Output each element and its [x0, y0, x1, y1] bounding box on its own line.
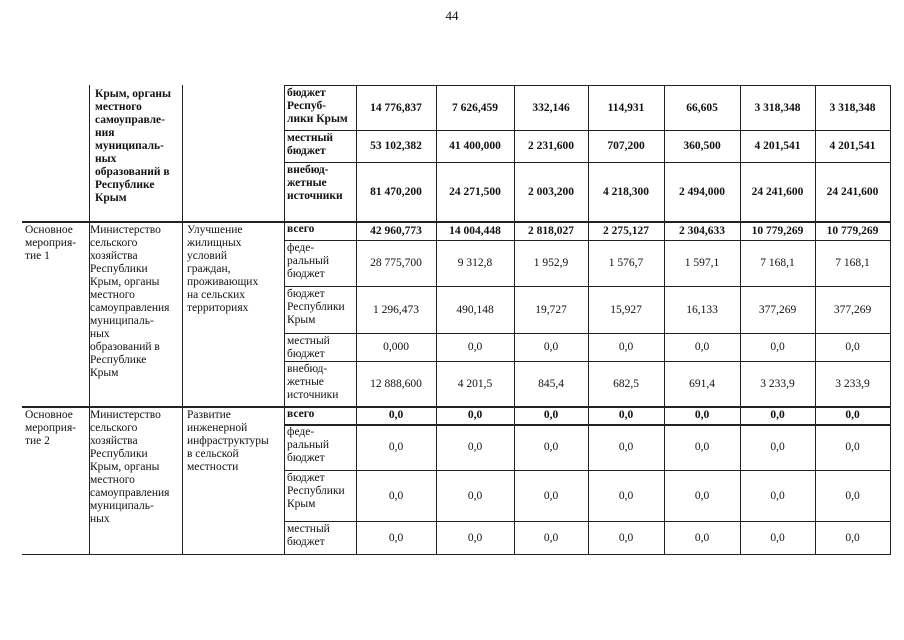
amount-cell: 0,0: [770, 532, 785, 544]
amount-cell: 0,0: [694, 341, 710, 353]
amount-cell: 0,0: [388, 490, 404, 502]
amount-cell: 490,148: [456, 304, 494, 316]
amount-cell: 3 233,9: [835, 378, 870, 390]
funding-source: всего: [287, 223, 315, 235]
amount-cell: 0,0: [543, 341, 559, 353]
grid-line: [815, 85, 816, 555]
amount-cell: 0,0: [618, 532, 634, 544]
grid-line: [284, 85, 285, 555]
amount-cell: 0,0: [618, 490, 634, 502]
amount-cell: 2 494,000: [679, 186, 725, 198]
amount-cell: 24 241,600: [751, 186, 804, 198]
funding-source: местный бюджет: [287, 132, 334, 157]
amount-cell: 2 304,633: [679, 225, 725, 237]
amount-cell: 7 168,1: [760, 257, 795, 269]
measure-name: Основное мероприя- тие 1: [25, 224, 77, 262]
funding-source: бюджет Республики Крым: [287, 472, 345, 510]
funding-source: местный бюджет: [287, 335, 330, 360]
amount-cell: 0,0: [467, 409, 483, 421]
amount-cell: 682,5: [613, 378, 639, 390]
executor-cell: Министерство сельского хозяйства Республики Крым, органы местного самоуправления муниципаль- ных: [90, 409, 170, 525]
amount-cell: 0,0: [845, 532, 860, 544]
amount-cell: 1 597,1: [684, 257, 720, 269]
amount-cell: 3 233,9: [760, 378, 795, 390]
amount-cell: 0,0: [770, 341, 785, 353]
amount-cell: 691,4: [689, 378, 715, 390]
amount-cell: 1 952,9: [533, 257, 569, 269]
amount-cell: 1 576,7: [608, 257, 644, 269]
grid-line: [664, 85, 665, 555]
funding-source: внебюд- жетные источники: [287, 164, 343, 202]
funding-source: всего: [287, 408, 315, 420]
amount-cell: 2 275,127: [603, 225, 649, 237]
grid-line: [22, 554, 890, 555]
amount-cell: 0,0: [845, 409, 860, 421]
funding-source: феде- ральный бюджет: [287, 426, 329, 464]
amount-cell: 0,0: [694, 441, 710, 453]
amount-cell: 707,200: [607, 140, 645, 152]
grid-line: [284, 424, 890, 426]
amount-cell: 42 960,773: [370, 225, 422, 237]
goal-cell: Развитие инженерной инфраструктуры в сельской местности: [187, 409, 269, 473]
amount-cell: 41 400,000: [449, 140, 501, 152]
amount-cell: 0,0: [845, 490, 860, 502]
executor-cell: Министерство сельского хозяйства Республики Крым, органы местного самоуправления муниципаль- ных образований в Республике Крым: [90, 224, 170, 379]
grid-line: [514, 85, 515, 555]
funding-source: феде- ральный бюджет: [287, 242, 329, 280]
amount-cell: 0,0: [543, 532, 559, 544]
amount-cell: 0,0: [845, 441, 860, 453]
amount-cell: 0,0: [618, 341, 634, 353]
grid-line: [740, 85, 741, 555]
amount-cell: 2 818,027: [528, 225, 574, 237]
amount-cell: 16,133: [686, 304, 718, 316]
amount-cell: 14 776,837: [370, 102, 422, 114]
amount-cell: 845,4: [538, 378, 564, 390]
amount-cell: 0,0: [694, 409, 710, 421]
grid-line: [284, 85, 890, 86]
amount-cell: 377,269: [758, 304, 797, 316]
amount-cell: 0,0: [543, 441, 559, 453]
amount-cell: 0,0: [467, 532, 483, 544]
amount-cell: 0,0: [467, 341, 483, 353]
amount-cell: 24 241,600: [826, 186, 879, 198]
amount-cell: 7 168,1: [835, 257, 870, 269]
amount-cell: 0,0: [845, 341, 860, 353]
funding-source: бюджет Респуб- лики Крым: [287, 87, 348, 125]
grid-line: [284, 470, 890, 471]
funding-source: внебюд- жетные источники: [287, 363, 339, 401]
grid-line: [284, 361, 890, 362]
amount-cell: 0,0: [388, 409, 404, 421]
grid-line: [284, 286, 890, 287]
grid-line: [22, 406, 890, 408]
amount-cell: 377,269: [833, 304, 872, 316]
amount-cell: 0,0: [694, 490, 710, 502]
amount-cell: 0,000: [383, 341, 409, 353]
amount-cell: 0,0: [618, 409, 634, 421]
amount-cell: 81 470,200: [370, 186, 422, 198]
amount-cell: 10 779,269: [751, 225, 804, 237]
amount-cell: 0,0: [388, 441, 404, 453]
amount-cell: 0,0: [543, 409, 559, 421]
grid-line: [436, 85, 437, 555]
amount-cell: 66,605: [686, 102, 718, 114]
executor-cell: Крым, органы местного самоуправле- ния муниципаль- ных образований в Республике Крым: [95, 88, 172, 204]
amount-cell: 53 102,382: [370, 140, 422, 152]
amount-cell: 0,0: [467, 441, 483, 453]
amount-cell: 0,0: [770, 490, 785, 502]
amount-cell: 7 626,459: [452, 102, 498, 114]
amount-cell: 0,0: [467, 490, 483, 502]
amount-cell: 0,0: [543, 490, 559, 502]
amount-cell: 28 775,700: [370, 257, 422, 269]
amount-cell: 1 296,473: [373, 304, 419, 316]
amount-cell: 0,0: [618, 441, 634, 453]
amount-cell: 19,727: [535, 304, 567, 316]
amount-cell: 114,931: [607, 102, 645, 114]
amount-cell: 3 318,348: [829, 102, 876, 114]
amount-cell: 15,927: [610, 304, 642, 316]
amount-cell: 0,0: [694, 532, 710, 544]
grid-line: [284, 521, 890, 522]
amount-cell: 0,0: [388, 532, 404, 544]
amount-cell: 0,0: [770, 409, 785, 421]
goal-cell: Улучшение жилищных условий граждан, проживающих на сельских территориях: [187, 224, 259, 314]
measure-name: Основное мероприя- тие 2: [25, 409, 77, 447]
page-number: 44: [445, 8, 459, 23]
amount-cell: 4 201,541: [829, 140, 876, 152]
funding-source: бюджет Республики Крым: [287, 288, 345, 326]
grid-line: [284, 240, 890, 241]
funding-source: местный бюджет: [287, 523, 330, 548]
grid-line: [890, 85, 891, 555]
amount-cell: 2 003,200: [528, 186, 574, 198]
grid-line: [588, 85, 589, 555]
grid-line: [284, 333, 890, 334]
amount-cell: 332,146: [532, 102, 570, 114]
amount-cell: 12 888,600: [370, 378, 422, 390]
amount-cell: 4 201,5: [457, 378, 493, 390]
amount-cell: 10 779,269: [826, 225, 879, 237]
grid-line: [22, 221, 890, 223]
amount-cell: 3 318,348: [754, 102, 801, 114]
grid-line: [356, 85, 357, 555]
amount-cell: 4 201,541: [754, 140, 801, 152]
amount-cell: 2 231,600: [528, 140, 574, 152]
amount-cell: 24 271,500: [449, 186, 501, 198]
grid-line: [284, 162, 890, 163]
amount-cell: 0,0: [770, 441, 785, 453]
amount-cell: 9 312,8: [457, 257, 493, 269]
amount-cell: 14 004,448: [449, 225, 501, 237]
grid-line: [284, 130, 890, 131]
amount-cell: 4 218,300: [603, 186, 649, 198]
amount-cell: 360,500: [683, 140, 721, 152]
